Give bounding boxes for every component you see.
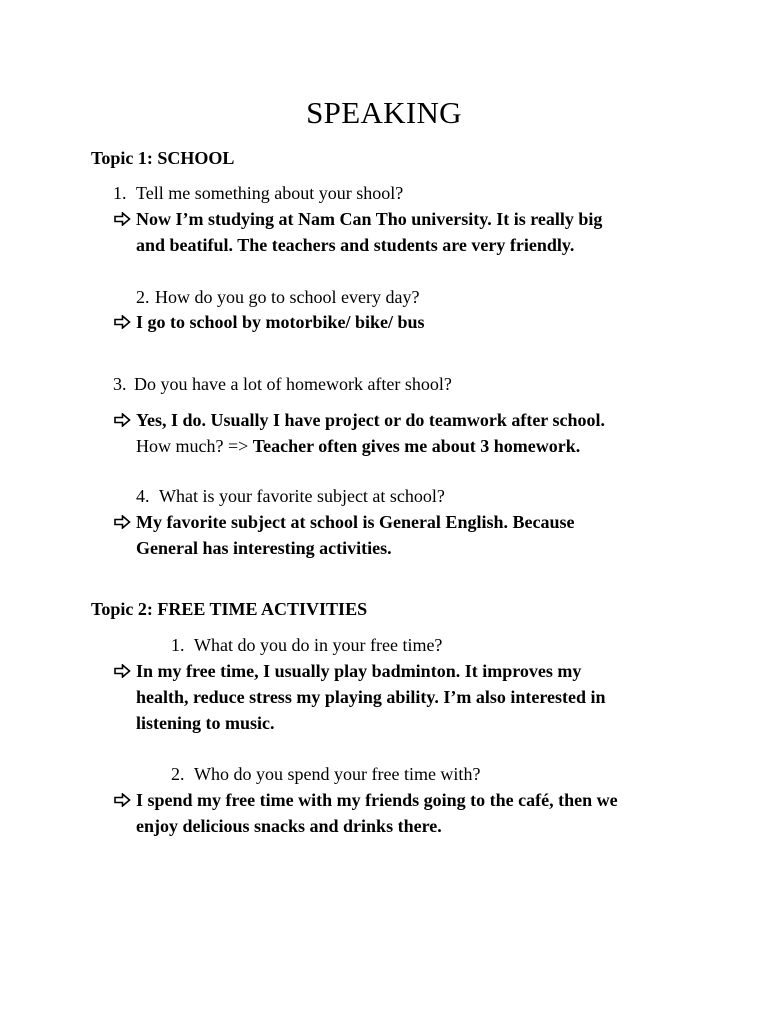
answer-line: Yes, I do. Usually I have project or do teamwork after school. [136, 410, 605, 430]
outline-right-arrow-icon [113, 206, 133, 232]
topic-2-heading: Topic 2: FREE TIME ACTIVITIES [91, 599, 368, 619]
follow-up-question: How much? => [136, 436, 253, 456]
question-text: How do you go to school every day? [155, 287, 420, 307]
topic-1-heading: Topic 1: SCHOOL [91, 148, 235, 168]
answer-line: My favorite subject at school is General English. Because [136, 512, 575, 532]
follow-up-answer: Teacher often gives me about 3 homework. [252, 436, 581, 456]
topic-2-question-1 [171, 633, 442, 657]
question-number: 4. [136, 486, 150, 506]
answer-line: and beatiful. The teachers and students are very friendly. [136, 235, 575, 255]
question-number: 2. [136, 287, 150, 307]
question-text: What do you do in your free time? [194, 635, 443, 655]
page-title: SPEAKING [306, 95, 462, 130]
answer-line: I go to school by motorbike/ bike/ bus [136, 312, 425, 332]
question-number: 3. [113, 374, 127, 394]
question-number: 1. [171, 635, 185, 655]
question-text: Tell me something about your shool? [136, 183, 404, 203]
answer-line: In my free time, I usually play badminton. It improves my [136, 661, 582, 681]
outline-right-arrow-icon [113, 309, 133, 335]
question-number: 1. [113, 183, 127, 203]
topic-1-question-2 [136, 285, 419, 309]
outline-right-arrow-icon [113, 407, 133, 433]
topic-1-question-3 [113, 372, 452, 396]
outline-right-arrow-icon [113, 509, 133, 535]
question-text: Who do you spend your free time with? [194, 764, 481, 784]
topic-1-answer-2 [113, 309, 678, 335]
answer-line: health, reduce stress my playing ability. I’m also interested in [136, 687, 606, 707]
answer-line-2 [136, 433, 678, 459]
outline-right-arrow-icon [113, 787, 133, 813]
topic-1-answer-4 [113, 509, 678, 561]
answer-line: Now I’m studying at Nam Can Tho university. It is really big [136, 209, 603, 229]
answer-line: enjoy delicious snacks and drinks there. [136, 816, 442, 836]
topic-2-answer-2 [113, 787, 678, 839]
topic-1-answer-3 [113, 407, 678, 459]
topic-1-answer-1 [113, 206, 678, 258]
answer-line: General has interesting activities. [136, 538, 392, 558]
topic-1-question-1 [113, 181, 403, 205]
outline-right-arrow-icon [113, 658, 133, 684]
topic-2-question-2 [171, 762, 480, 786]
topic-1-question-4 [136, 484, 445, 508]
question-text: Do you have a lot of homework after shool? [134, 374, 452, 394]
answer-line: I spend my free time with my friends going to the café, then we [136, 790, 618, 810]
topic-2-answer-1 [113, 658, 678, 736]
answer-line: listening to music. [136, 713, 275, 733]
question-number: 2. [171, 764, 185, 784]
question-text: What is your favorite subject at school? [159, 486, 445, 506]
